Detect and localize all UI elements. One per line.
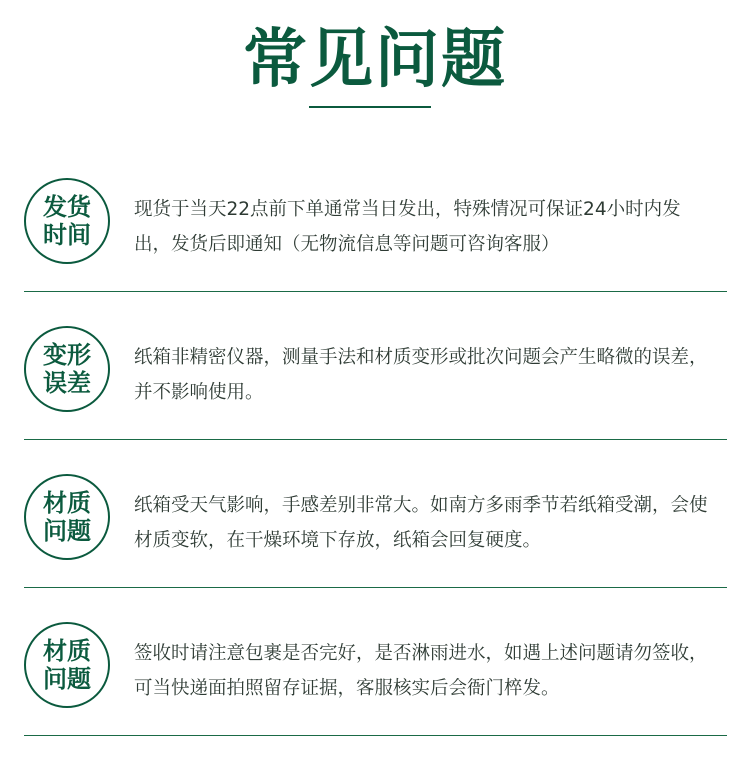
faq-item-material-issue <box>24 444 727 588</box>
faq-badge <box>24 474 110 560</box>
faq-badge <box>24 326 110 412</box>
faq-item-shipping-time <box>24 148 727 292</box>
faq-answer: 纸箱受天气影响，手感差别非常大。如南方多雨季节若纸箱受潮，会使材质变软，在干燥环境下存放，纸箱会回复硬度。 <box>134 495 708 551</box>
faq-badge <box>24 622 110 708</box>
faq-item-deformation-error <box>24 296 727 440</box>
faq-answer: 签收时请注意包裹是否完好，是否淋雨进水，如遇上述问题请勿签收，可当快递面拍照留存证据，客服核实后会衙门椊发。 <box>134 643 708 699</box>
page-title: 常见问题 <box>243 23 507 97</box>
faq-label: 变形误差 <box>43 341 91 397</box>
faq-label: 材质问题 <box>43 637 91 693</box>
faq-badge <box>24 178 110 264</box>
faq-answer: 现货于当天22点前下单通常当日发出，特殊情况可保证24小时内发出，发货后即通知（无物流信息等问题可咨询客服） <box>134 199 681 255</box>
faq-item-material-issue-signing <box>24 592 727 736</box>
faq-label: 材质问题 <box>43 489 91 545</box>
title-underline <box>309 106 431 108</box>
faq-answer: 纸箱非精密仪器，测量手法和材质变形或批次问题会产生略微的误差，并不影响使用。 <box>134 347 708 403</box>
faq-label: 发货时间 <box>43 193 91 249</box>
faq-list <box>0 148 750 736</box>
